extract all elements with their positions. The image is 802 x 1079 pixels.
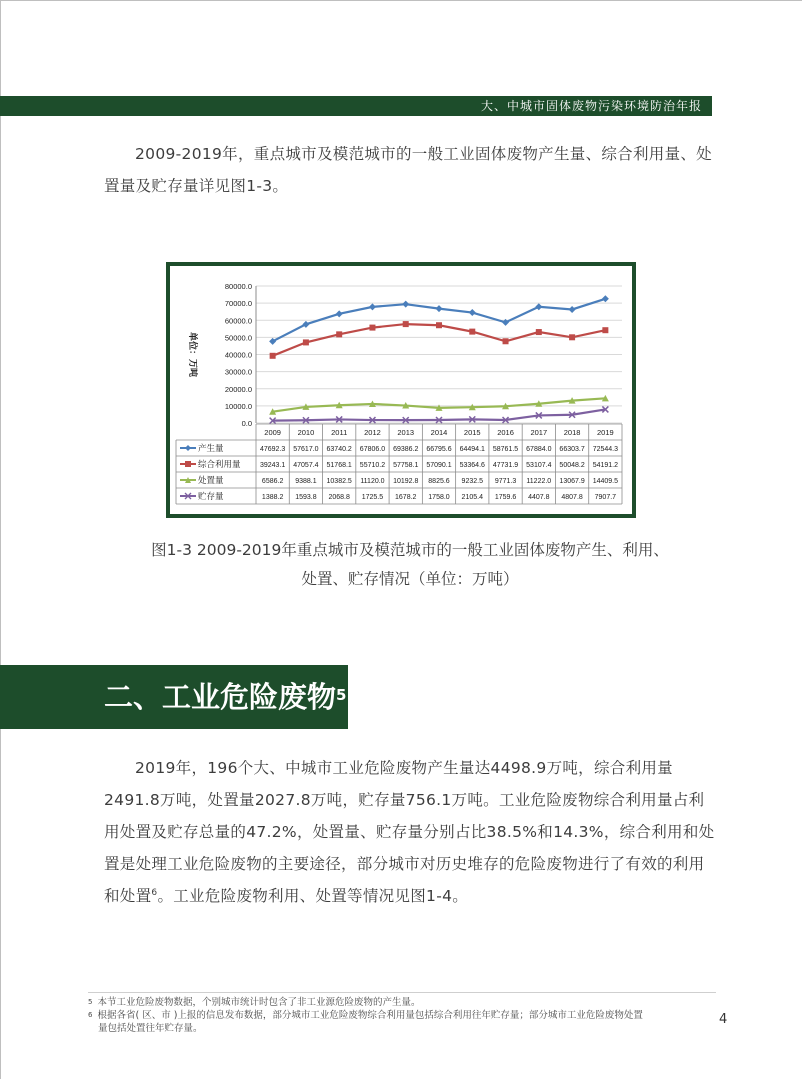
data-label: 1759.6 bbox=[494, 494, 517, 501]
footnote-6-continuation: 量包括处置往年贮存量。 bbox=[98, 1023, 203, 1034]
data-label: 64494.1 bbox=[459, 446, 485, 453]
data-point bbox=[602, 327, 608, 333]
data-label: 10192.8 bbox=[393, 478, 419, 485]
series-line-1 bbox=[273, 324, 606, 356]
legend-entry: 贮存量 bbox=[198, 492, 224, 502]
data-point bbox=[270, 353, 276, 359]
chart-svg bbox=[170, 266, 632, 514]
footnote-5-number: 5 bbox=[88, 998, 93, 1006]
data-label: 47692.3 bbox=[259, 446, 286, 453]
data-label: 72544.3 bbox=[592, 446, 619, 453]
data-label: 11222.0 bbox=[526, 478, 552, 485]
section-footnote-ref: 5 bbox=[336, 686, 347, 704]
figure-caption-line1: 图1-3 2009-2019年重点城市及模范城市的一般工业固体废物产生、利用、 bbox=[151, 541, 669, 559]
paragraph2-part2: 。工业危险废物利用、处置等情况见图1-4。 bbox=[157, 887, 469, 905]
x-tick-label: 2010 bbox=[297, 428, 315, 437]
page-number: 4 bbox=[719, 1012, 728, 1027]
data-label: 4407.8 bbox=[528, 494, 550, 501]
running-header bbox=[0, 96, 712, 116]
data-label: 1593.8 bbox=[295, 494, 317, 501]
footnote-6-number: 6 bbox=[88, 1011, 93, 1019]
figure-caption-line2: 处置、贮存情况（单位：万吨） bbox=[301, 570, 519, 588]
data-point bbox=[336, 310, 343, 317]
data-point bbox=[569, 306, 576, 313]
footnote-5-text: 本节工业危险废物数据，个别城市统计时包含了非工业源危险废物的产生量。 bbox=[97, 997, 421, 1008]
y-tick-label: 50000.0 bbox=[224, 333, 252, 343]
data-label: 67884.0 bbox=[526, 446, 552, 453]
x-tick-label: 2015 bbox=[463, 428, 481, 437]
data-label: 4807.8 bbox=[561, 494, 583, 501]
data-label: 2068.8 bbox=[328, 494, 350, 501]
footnote-6 bbox=[88, 1009, 708, 1035]
section-title bbox=[104, 677, 346, 717]
data-label: 53107.4 bbox=[526, 462, 552, 469]
data-point bbox=[469, 329, 475, 335]
data-label: 1758.0 bbox=[428, 494, 450, 501]
x-tick-label: 2017 bbox=[530, 428, 548, 437]
data-point bbox=[369, 325, 375, 331]
x-tick-label: 2013 bbox=[397, 428, 415, 437]
data-label: 9232.5 bbox=[461, 478, 483, 485]
y-tick-label: 10000.0 bbox=[224, 401, 252, 411]
data-label: 6586.2 bbox=[261, 478, 284, 485]
paragraph2-footnote-ref: 6 bbox=[151, 888, 158, 898]
legend-entry: 处置量 bbox=[198, 476, 224, 486]
data-point bbox=[569, 334, 575, 340]
data-label: 54191.2 bbox=[592, 462, 619, 469]
figure-1-3-chart bbox=[166, 262, 636, 518]
data-point bbox=[503, 338, 509, 344]
paragraph2-part1: 2019年，196个大、中城市工业危险废物产生量达4498.9万吨，综合利用量2491.8万吨，处置量2027.8万吨，贮存量756.1万吨。工业危险废物综合利用量占利用处置及贮存总量的47.2%，处置量、贮存量分别占比38.5%和14.3%，综合利用和处置是处理工业危险废物的主要途径，部分城市对历史堆存的危险废物进行了有效的利用和处置 bbox=[104, 759, 715, 905]
data-label: 47057.4 bbox=[293, 462, 319, 469]
hazardous-waste-paragraph bbox=[104, 752, 716, 912]
data-point bbox=[303, 339, 309, 345]
data-label: 9388.1 bbox=[295, 478, 317, 485]
data-label: 47731.9 bbox=[492, 462, 519, 469]
footnote-6-text: 根据各省( 区、市 )上报的信息发布数据，部分城市工业危险废物综合利用量包括综合利用往年贮存量；部分城市工业危险废物处置 bbox=[97, 1010, 643, 1021]
data-label: 1678.2 bbox=[395, 494, 417, 501]
data-label: 1725.5 bbox=[361, 494, 384, 501]
y-tick-label: 80000.0 bbox=[224, 282, 252, 291]
data-label: 10382.5 bbox=[326, 478, 352, 485]
data-point bbox=[403, 321, 409, 327]
data-label: 14409.5 bbox=[592, 478, 619, 485]
data-label: 51768.1 bbox=[326, 462, 352, 469]
page-border-top bbox=[0, 0, 802, 1]
legend-key-marker bbox=[185, 445, 191, 451]
data-label: 7907.7 bbox=[594, 494, 617, 501]
data-point bbox=[402, 301, 409, 308]
section-heading-box bbox=[0, 665, 348, 729]
x-tick-label: 2014 bbox=[430, 428, 448, 437]
data-label: 9771.3 bbox=[494, 478, 517, 485]
data-label: 55710.2 bbox=[359, 462, 386, 469]
legend-key-marker bbox=[185, 461, 191, 467]
data-label: 66795.6 bbox=[426, 446, 452, 453]
data-point bbox=[536, 329, 542, 335]
data-label: 57617.0 bbox=[293, 446, 319, 453]
data-label: 69386.2 bbox=[393, 446, 419, 453]
section-title-text: 二、工业危险废物 bbox=[104, 680, 337, 714]
y-tick-label: 30000.0 bbox=[224, 367, 252, 377]
data-point bbox=[535, 303, 542, 310]
y-axis-label: 单位：万吨 bbox=[187, 331, 197, 378]
data-label: 66303.7 bbox=[559, 446, 585, 453]
data-label: 13067.9 bbox=[559, 478, 585, 485]
data-label: 58761.5 bbox=[492, 446, 519, 453]
x-tick-label: 2012 bbox=[364, 428, 381, 437]
data-label: 1388.2 bbox=[261, 494, 284, 501]
footnote-5 bbox=[88, 996, 708, 1009]
data-point bbox=[469, 309, 476, 316]
x-tick-label: 2016 bbox=[497, 428, 514, 437]
y-tick-label: 60000.0 bbox=[224, 316, 252, 326]
data-label: 57090.1 bbox=[426, 462, 452, 469]
y-tick-label: 0.0 bbox=[241, 419, 252, 428]
x-tick-label: 2019 bbox=[597, 428, 614, 437]
data-label: 8825.6 bbox=[428, 478, 450, 485]
data-label: 2105.4 bbox=[461, 494, 483, 501]
x-tick-label: 2018 bbox=[563, 428, 581, 437]
x-tick-label: 2011 bbox=[331, 428, 348, 437]
data-label: 50048.2 bbox=[559, 462, 585, 469]
data-label: 39243.1 bbox=[259, 462, 286, 469]
legend-entry: 综合利用量 bbox=[198, 460, 241, 470]
data-point bbox=[336, 331, 342, 337]
data-point bbox=[436, 322, 442, 328]
data-label: 67806.0 bbox=[359, 446, 386, 453]
running-header-title: 大、中城市固体废物污染环境防治年报 bbox=[480, 99, 702, 113]
footnote-rule bbox=[88, 992, 716, 993]
data-label: 63740.2 bbox=[326, 446, 352, 453]
data-point bbox=[436, 305, 443, 312]
data-label: 53364.6 bbox=[459, 462, 485, 469]
y-tick-label: 40000.0 bbox=[224, 350, 252, 360]
x-tick-label: 2009 bbox=[264, 428, 281, 437]
y-tick-label: 20000.0 bbox=[224, 384, 252, 394]
legend-entry: 产生量 bbox=[198, 444, 224, 454]
page-border-left bbox=[0, 0, 1, 1079]
data-label: 11120.0 bbox=[360, 478, 385, 485]
y-tick-label: 70000.0 bbox=[224, 299, 252, 309]
data-point bbox=[602, 295, 609, 302]
data-point bbox=[369, 303, 376, 310]
data-label: 57758.1 bbox=[393, 462, 419, 469]
intro-paragraph: 2009-2019年，重点城市及模范城市的一般工业固体废物产生量、综合利用量、处置量及贮存量详见图1-3。 bbox=[104, 145, 712, 195]
